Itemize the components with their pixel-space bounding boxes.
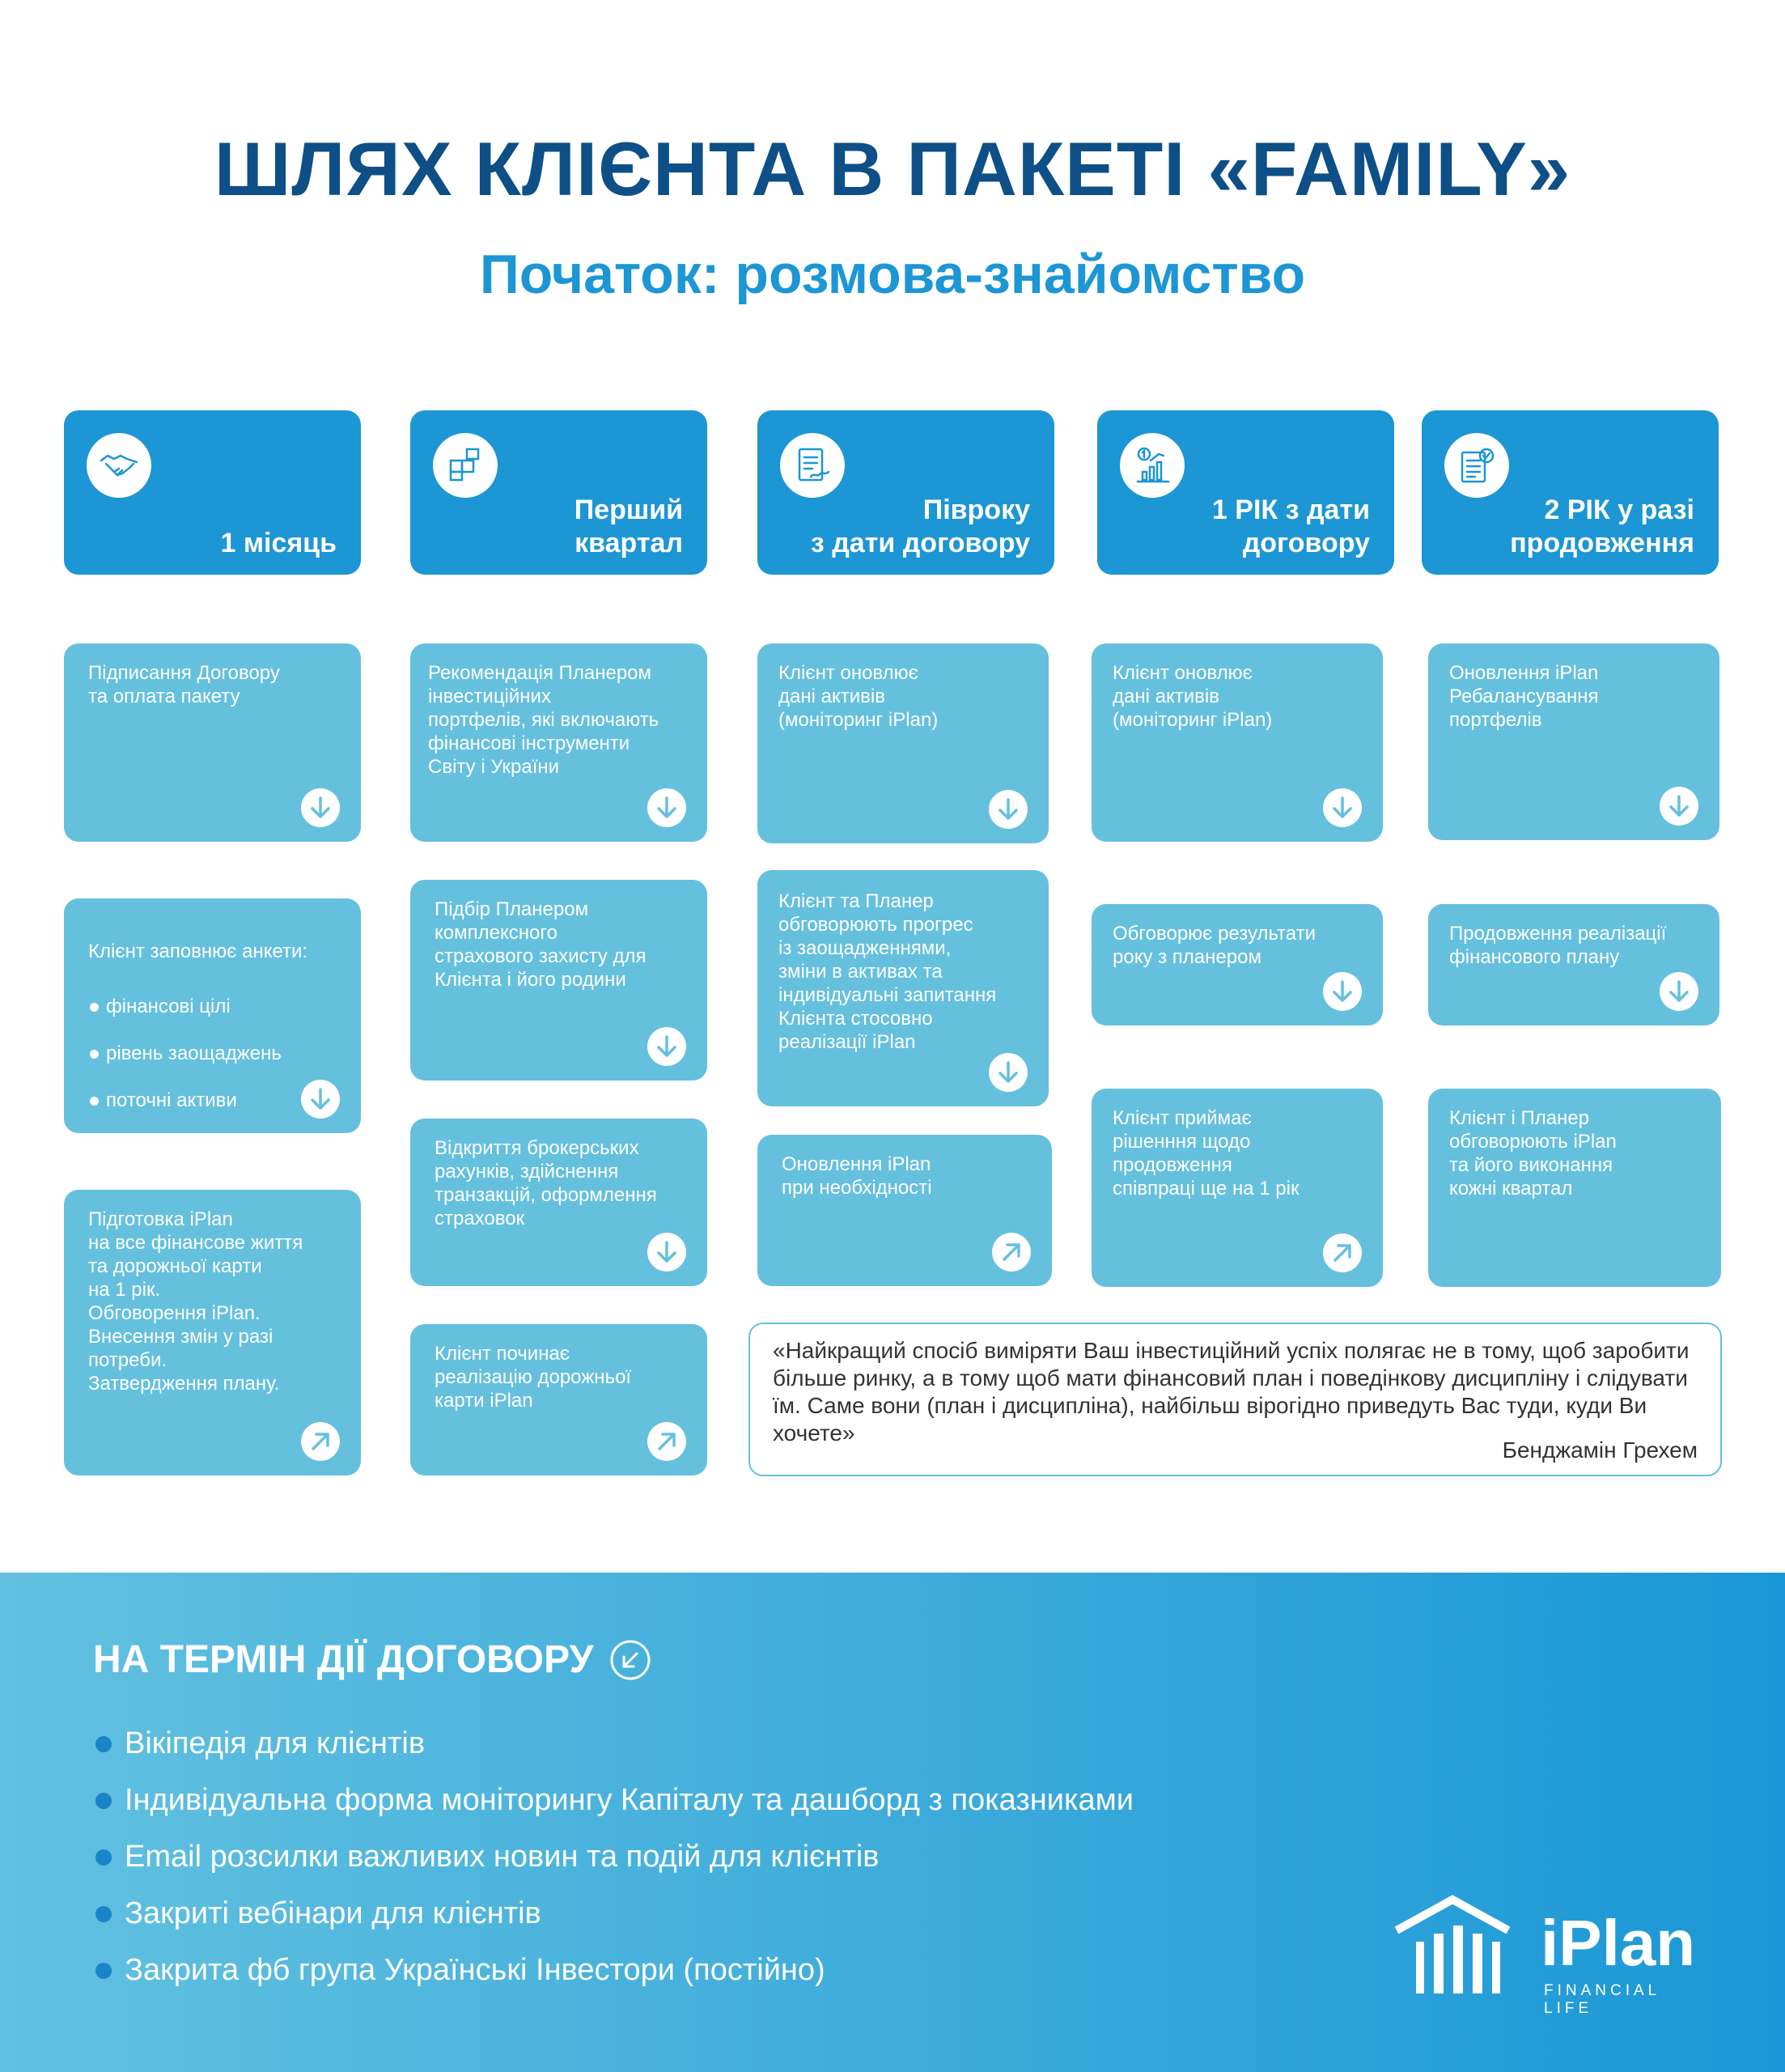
step-text	[88, 916, 345, 1206]
bullet-item: рівень заощаджень	[88, 1042, 345, 1065]
step-text: Клієнт оновлює дані активів (моніторинг iPlan)	[778, 662, 939, 731]
page-subtitle: Початок: розмова-знайомство	[479, 244, 1306, 305]
step-card	[1092, 643, 1383, 842]
list-item: Закриті вебінари для клієнтів	[95, 1893, 1134, 1950]
step-text: Клієнт та Планер обговорюють прогрес із заощадженнями, зміни в активах та індивідуальні запитання Клієнта стосовно реалізації iPlan	[778, 890, 997, 1053]
step-text: Обговорює результати року з планером	[1113, 923, 1316, 968]
step-text: Підписання Договору та оплата пакету	[88, 662, 280, 707]
step-card	[410, 643, 707, 842]
bullet-item: фінансові цілі	[88, 995, 345, 1018]
step-text: Відкриття брокерських рахунків, здійснення транзакцій, оформлення страховок	[435, 1137, 657, 1229]
growth-chart-icon	[1120, 433, 1185, 498]
arrow-down-left-circle-icon	[609, 1639, 651, 1681]
bullet-item: схильність до ризику	[88, 1136, 345, 1159]
step-card	[410, 1324, 707, 1475]
arrow-up-right-icon	[992, 1233, 1031, 1272]
arrow-down-icon	[647, 1233, 686, 1272]
checklist-icon	[1444, 433, 1509, 498]
phase-header-5	[1422, 410, 1719, 575]
phase-header-3	[757, 410, 1054, 575]
step-card	[410, 880, 707, 1081]
arrow-down-icon	[1660, 972, 1698, 1011]
list-item: Індивідуальна форма моніторингу Капіталу та дашборд з показниками	[95, 1780, 1134, 1836]
arrow-down-icon	[647, 1027, 686, 1066]
step-card	[1428, 643, 1719, 840]
logo-tagline: FINANCIAL LIFE	[1544, 1982, 1660, 2017]
step-card	[757, 1135, 1052, 1286]
step-card	[1092, 904, 1383, 1025]
list-item: Email розсилки важливих новин та подій для клієнтів	[95, 1836, 1134, 1893]
step-card	[64, 898, 361, 1158]
contract-term-list	[95, 1723, 1134, 2006]
iplan-logo	[1392, 1893, 1699, 2023]
arrow-up-right-icon	[301, 1422, 340, 1461]
handshake-icon	[87, 433, 151, 498]
step-text: Підготовка iPlan на все фінансове життя та дорожньої карти на 1 рік. Обговорення iPlan. Внесення змін у разі потреби. Затвердження плану.	[88, 1208, 303, 1395]
bullet-item: поточні активи	[88, 1089, 345, 1112]
contract-term-section	[0, 1573, 1785, 2072]
step-intro: Клієнт заповнює анкети:	[88, 940, 308, 962]
step-text: Рекомендація Планером інвестиційних портфелів, які включають фінансові інструменти Світу і України	[428, 662, 659, 778]
step-card	[64, 643, 361, 842]
arrow-down-icon	[1323, 972, 1362, 1011]
step-text: Підбір Планером комплексного страхового захисту для Клієнта і його родини	[435, 898, 647, 991]
step-text: Клієнт оновлює дані активів (моніторинг iPlan)	[1113, 662, 1273, 731]
arrow-down-icon	[989, 1053, 1028, 1092]
contract-term-title-text: НА ТЕРМІН ДІЇ ДОГОВОРУ	[93, 1638, 594, 1681]
step-card	[410, 1119, 707, 1286]
step-card	[1428, 904, 1719, 1025]
phase-label: 1 місяць	[220, 528, 337, 558]
step-card	[64, 1190, 361, 1475]
step-card	[757, 643, 1049, 843]
phase-label: 2 РІК у разі продовження	[1510, 495, 1694, 558]
arrow-down-icon	[647, 788, 686, 827]
arrow-down-icon	[1660, 787, 1698, 826]
arrow-down-icon	[1323, 788, 1362, 827]
page-title: ШЛЯХ КЛІЄНТА В ПАКЕТІ «FAMILY»	[214, 126, 1571, 211]
arrow-down-icon	[989, 790, 1028, 829]
step-text: Продовження реалізації фінансового плану	[1449, 923, 1667, 968]
phase-label: 1 РІК з дати договору	[1211, 495, 1370, 558]
step-card	[1428, 1089, 1721, 1287]
step-card	[757, 870, 1049, 1106]
phase-label: Перший квартал	[574, 495, 683, 558]
step-text: Клієнт приймає рішенння щодо продовження співпраці ще на 1 рік	[1113, 1107, 1300, 1199]
quote-box	[748, 1323, 1722, 1476]
contract-term-title	[93, 1637, 651, 1682]
arrow-down-icon	[301, 788, 340, 827]
step-card	[1092, 1089, 1383, 1287]
quote-text: «Найкращий спосіб виміряти Ваш інвестиційний успіх полягає не в тому, щоб заробити більше ринку, а в тому щоб мати фінансовий план і поведінкову дисципліну і слідувати їм. Саме вони (план і дисципліна), найбільш вірогідно приведуть Вас туди, куди Ви хочете»	[773, 1338, 1690, 1446]
list-item: Вікіпедія для клієнтів	[95, 1723, 1134, 1780]
document-signature-icon	[780, 433, 845, 498]
step-text: Оновлення iPlan Ребалансування портфелів	[1449, 662, 1599, 731]
phase-label: Півроку з дати договору	[810, 495, 1030, 558]
list-item: Закрита фб група Українські Інвестори (постійно)	[95, 1950, 1134, 2006]
arrow-up-right-icon	[647, 1422, 686, 1461]
phase-header-1	[64, 410, 361, 575]
arrow-down-icon	[301, 1080, 340, 1119]
step-text: Клієнт починає реалізацію дорожньої карти iPlan	[435, 1343, 632, 1412]
arrow-up-right-icon	[1323, 1233, 1362, 1272]
logo-name: iPlan	[1541, 1907, 1696, 1979]
bullet-list	[88, 971, 345, 1182]
step-text: Оновлення iPlan при необхідності	[782, 1153, 932, 1199]
step-text: Клієнт і Планер обговорюють iPlan та його виконання кожні квартал	[1449, 1107, 1617, 1199]
quote-author: Бенджамін Грехем	[1502, 1437, 1698, 1463]
phase-header-4	[1097, 410, 1394, 575]
phase-header-2	[410, 410, 707, 575]
puzzle-icon	[433, 433, 498, 498]
